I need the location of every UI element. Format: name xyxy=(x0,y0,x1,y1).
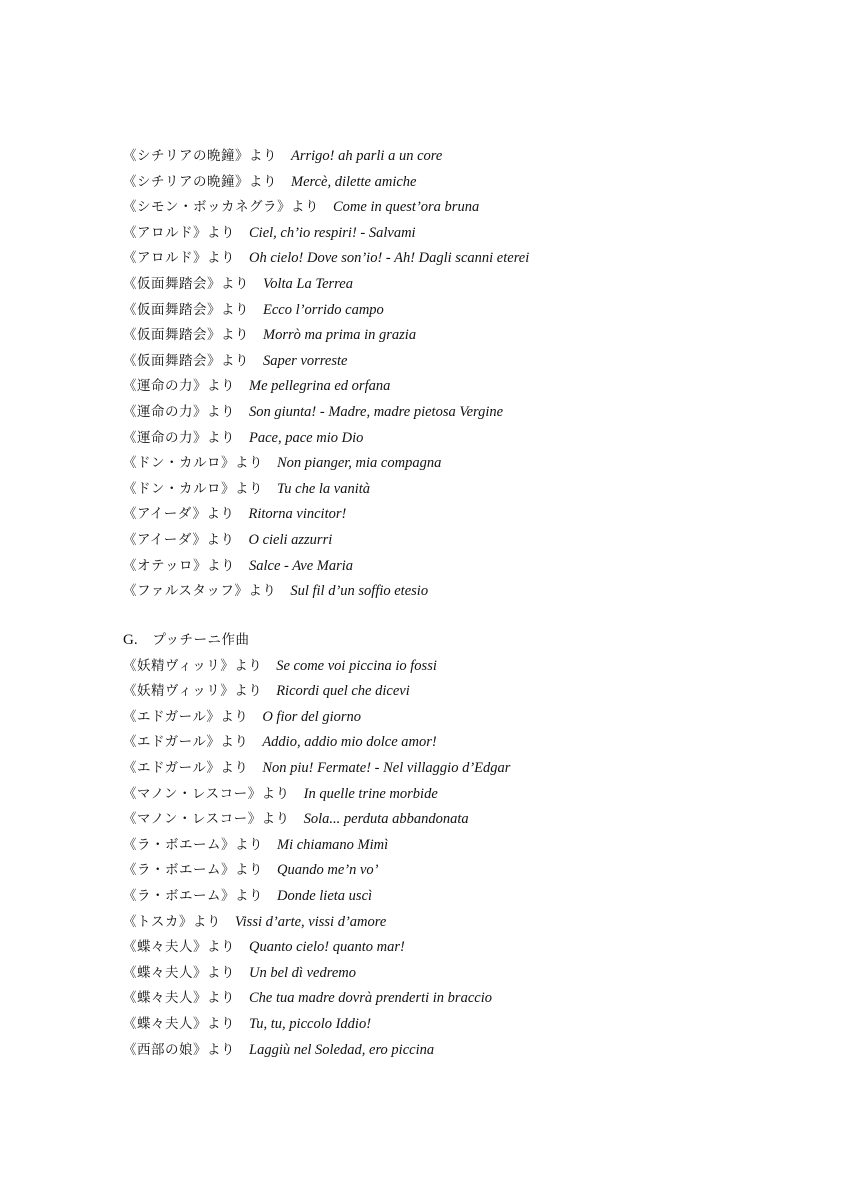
opera-title: 《運命の力》より xyxy=(123,378,235,395)
section-heading-title: プッチーニ作曲 xyxy=(152,632,250,648)
list-item xyxy=(123,782,803,808)
aria-title: Un bel dì vedremo xyxy=(249,964,356,981)
aria-title: Ritorna vincitor! xyxy=(248,506,347,523)
list-item xyxy=(123,246,803,272)
list-item xyxy=(123,451,803,477)
list-item xyxy=(123,705,803,731)
aria-title: Sul fil d’un soffio etesio xyxy=(290,583,429,600)
aria-title: Non piu! Fermate! - Nel villaggio d’Edgar xyxy=(262,759,511,776)
aria-title: Tu che la vanità xyxy=(277,480,371,497)
aria-title: Vissi d’arte, vissi d’amore xyxy=(234,913,387,930)
opera-title: 《オテッロ》より xyxy=(123,557,235,574)
opera-title: 《ラ・ボエーム》より xyxy=(123,836,263,853)
aria-title: Saper vorreste xyxy=(263,352,348,369)
opera-title: 《ドン・カルロ》より xyxy=(123,480,263,497)
aria-title: Quanto cielo! quanto mar! xyxy=(249,939,405,956)
opera-title: 《エドガール》より xyxy=(123,759,249,776)
aria-title: Ricordi quel che dicevi xyxy=(276,683,410,700)
opera-title: 《アロルド》より xyxy=(123,250,235,267)
opera-title: 《ラ・ボエーム》より xyxy=(123,887,263,904)
aria-title: Salce - Ave Maria xyxy=(249,557,354,574)
list-item xyxy=(123,323,803,349)
opera-title: 《アイーダ》より xyxy=(123,506,235,523)
opera-title: 《マノン・レスコー》より xyxy=(123,785,290,802)
aria-title: Arrigo! ah parli a un core xyxy=(291,148,443,164)
opera-title: 《エドガール》より xyxy=(123,734,249,751)
list-item xyxy=(123,272,803,298)
aria-title: Pace, pace mio Dio xyxy=(249,429,364,446)
opera-title: 《蝶々夫人》より xyxy=(123,990,235,1007)
list-item xyxy=(123,144,803,170)
list-item xyxy=(123,502,803,528)
list-item xyxy=(123,833,803,859)
aria-title: Mercè, dilette amiche xyxy=(291,173,417,190)
opera-title: 《アイーダ》より xyxy=(123,531,235,548)
opera-title: 《妖精ヴィッリ》より xyxy=(123,683,263,700)
list-item xyxy=(123,1012,803,1038)
opera-title: 《仮面舞踏会》より xyxy=(123,327,249,344)
list-item xyxy=(123,528,803,554)
list-item xyxy=(123,730,803,756)
list-item xyxy=(123,858,803,884)
opera-title: 《仮面舞踏会》より xyxy=(123,301,249,318)
aria-title: Se come voi piccina io fossi xyxy=(276,657,437,674)
opera-title: 《ドン・カルロ》より xyxy=(123,455,263,472)
opera-title: 《シモン・ボッカネグラ》より xyxy=(123,199,319,216)
opera-title: 《蝶々夫人》より xyxy=(123,964,235,981)
list-item xyxy=(123,756,803,782)
aria-title: In quelle trine morbide xyxy=(303,785,438,802)
aria-title: O fior del giorno xyxy=(262,708,362,725)
opera-title: 《蝶々夫人》より xyxy=(123,939,235,956)
list-item xyxy=(123,298,803,324)
list-item xyxy=(123,1038,803,1064)
aria-title: Ciel, ch’io respiri! - Salvami xyxy=(249,224,416,241)
list-item xyxy=(123,807,803,833)
list-item xyxy=(123,579,803,605)
opera-title: 《ラ・ボエーム》より xyxy=(123,862,263,879)
list-item xyxy=(123,910,803,936)
puccini-aria-list xyxy=(123,654,803,1064)
opera-title: 《運命の力》より xyxy=(123,429,235,446)
list-item xyxy=(123,477,803,503)
list-item xyxy=(123,961,803,987)
verdi-aria-list xyxy=(123,144,803,605)
opera-title: 《仮面舞踏会》より xyxy=(123,352,249,369)
aria-title: Oh cielo! Dove son’io! - Ah! Dagli scanni eterei xyxy=(249,250,530,267)
aria-title: Laggiù nel Soledad, ero piccina xyxy=(249,1041,435,1058)
opera-title: 《西部の娘》より xyxy=(123,1041,235,1058)
aria-title: Donde lieta uscì xyxy=(277,887,373,904)
list-item xyxy=(123,679,803,705)
aria-title: O cieli azzurri xyxy=(248,531,333,548)
list-item xyxy=(123,374,803,400)
section-heading-letter: G. xyxy=(123,632,138,648)
list-item xyxy=(123,554,803,580)
aria-title: Volta La Terrea xyxy=(263,275,353,292)
aria-title: Addio, addio mio dolce amor! xyxy=(262,734,437,751)
aria-title: Me pellegrina ed orfana xyxy=(249,378,391,395)
list-item xyxy=(123,986,803,1012)
list-item xyxy=(123,426,803,452)
list-item xyxy=(123,884,803,910)
aria-title: Non pianger, mia compagna xyxy=(277,455,442,472)
opera-title: 《エドガール》より xyxy=(123,708,249,725)
opera-title: 《仮面舞踏会》より xyxy=(123,275,249,292)
puccini-section xyxy=(123,628,803,1063)
opera-title: 《トスカ》より xyxy=(123,913,221,930)
aria-title: Son giunta! - Madre, madre pietosa Vergine xyxy=(249,403,504,420)
aria-title: Tu, tu, piccolo Iddio! xyxy=(249,1015,372,1032)
list-item xyxy=(123,170,803,196)
aria-title: Quando me’n vo’ xyxy=(277,862,379,879)
aria-title: Ecco l’orrido campo xyxy=(263,301,384,318)
opera-title: 《蝶々夫人》より xyxy=(123,1015,235,1032)
opera-title: 《妖精ヴィッリ》より xyxy=(123,657,263,674)
opera-title: 《ファルスタッフ》より xyxy=(123,583,277,600)
section-heading xyxy=(123,628,803,654)
list-item xyxy=(123,221,803,247)
list-item xyxy=(123,400,803,426)
aria-title: Mi chiamano Mimì xyxy=(277,836,389,853)
opera-title: 《マノン・レスコー》より xyxy=(123,811,290,828)
list-item xyxy=(123,195,803,221)
opera-title: 《シチリアの晩鐘》より xyxy=(123,173,277,190)
opera-title: 《シチリアの晩鐘》より xyxy=(123,148,277,164)
aria-title: Morrò ma prima in grazia xyxy=(263,327,417,344)
aria-title: Sola... perduta abbandonata xyxy=(303,811,469,828)
opera-title: 《アロルド》より xyxy=(123,224,235,241)
list-item xyxy=(123,935,803,961)
aria-title: Che tua madre dovrà prenderti in braccio xyxy=(249,990,492,1007)
list-item xyxy=(123,349,803,375)
list-item xyxy=(123,654,803,680)
opera-title: 《運命の力》より xyxy=(123,403,235,420)
aria-title: Come in quest’ora bruna xyxy=(333,199,480,216)
